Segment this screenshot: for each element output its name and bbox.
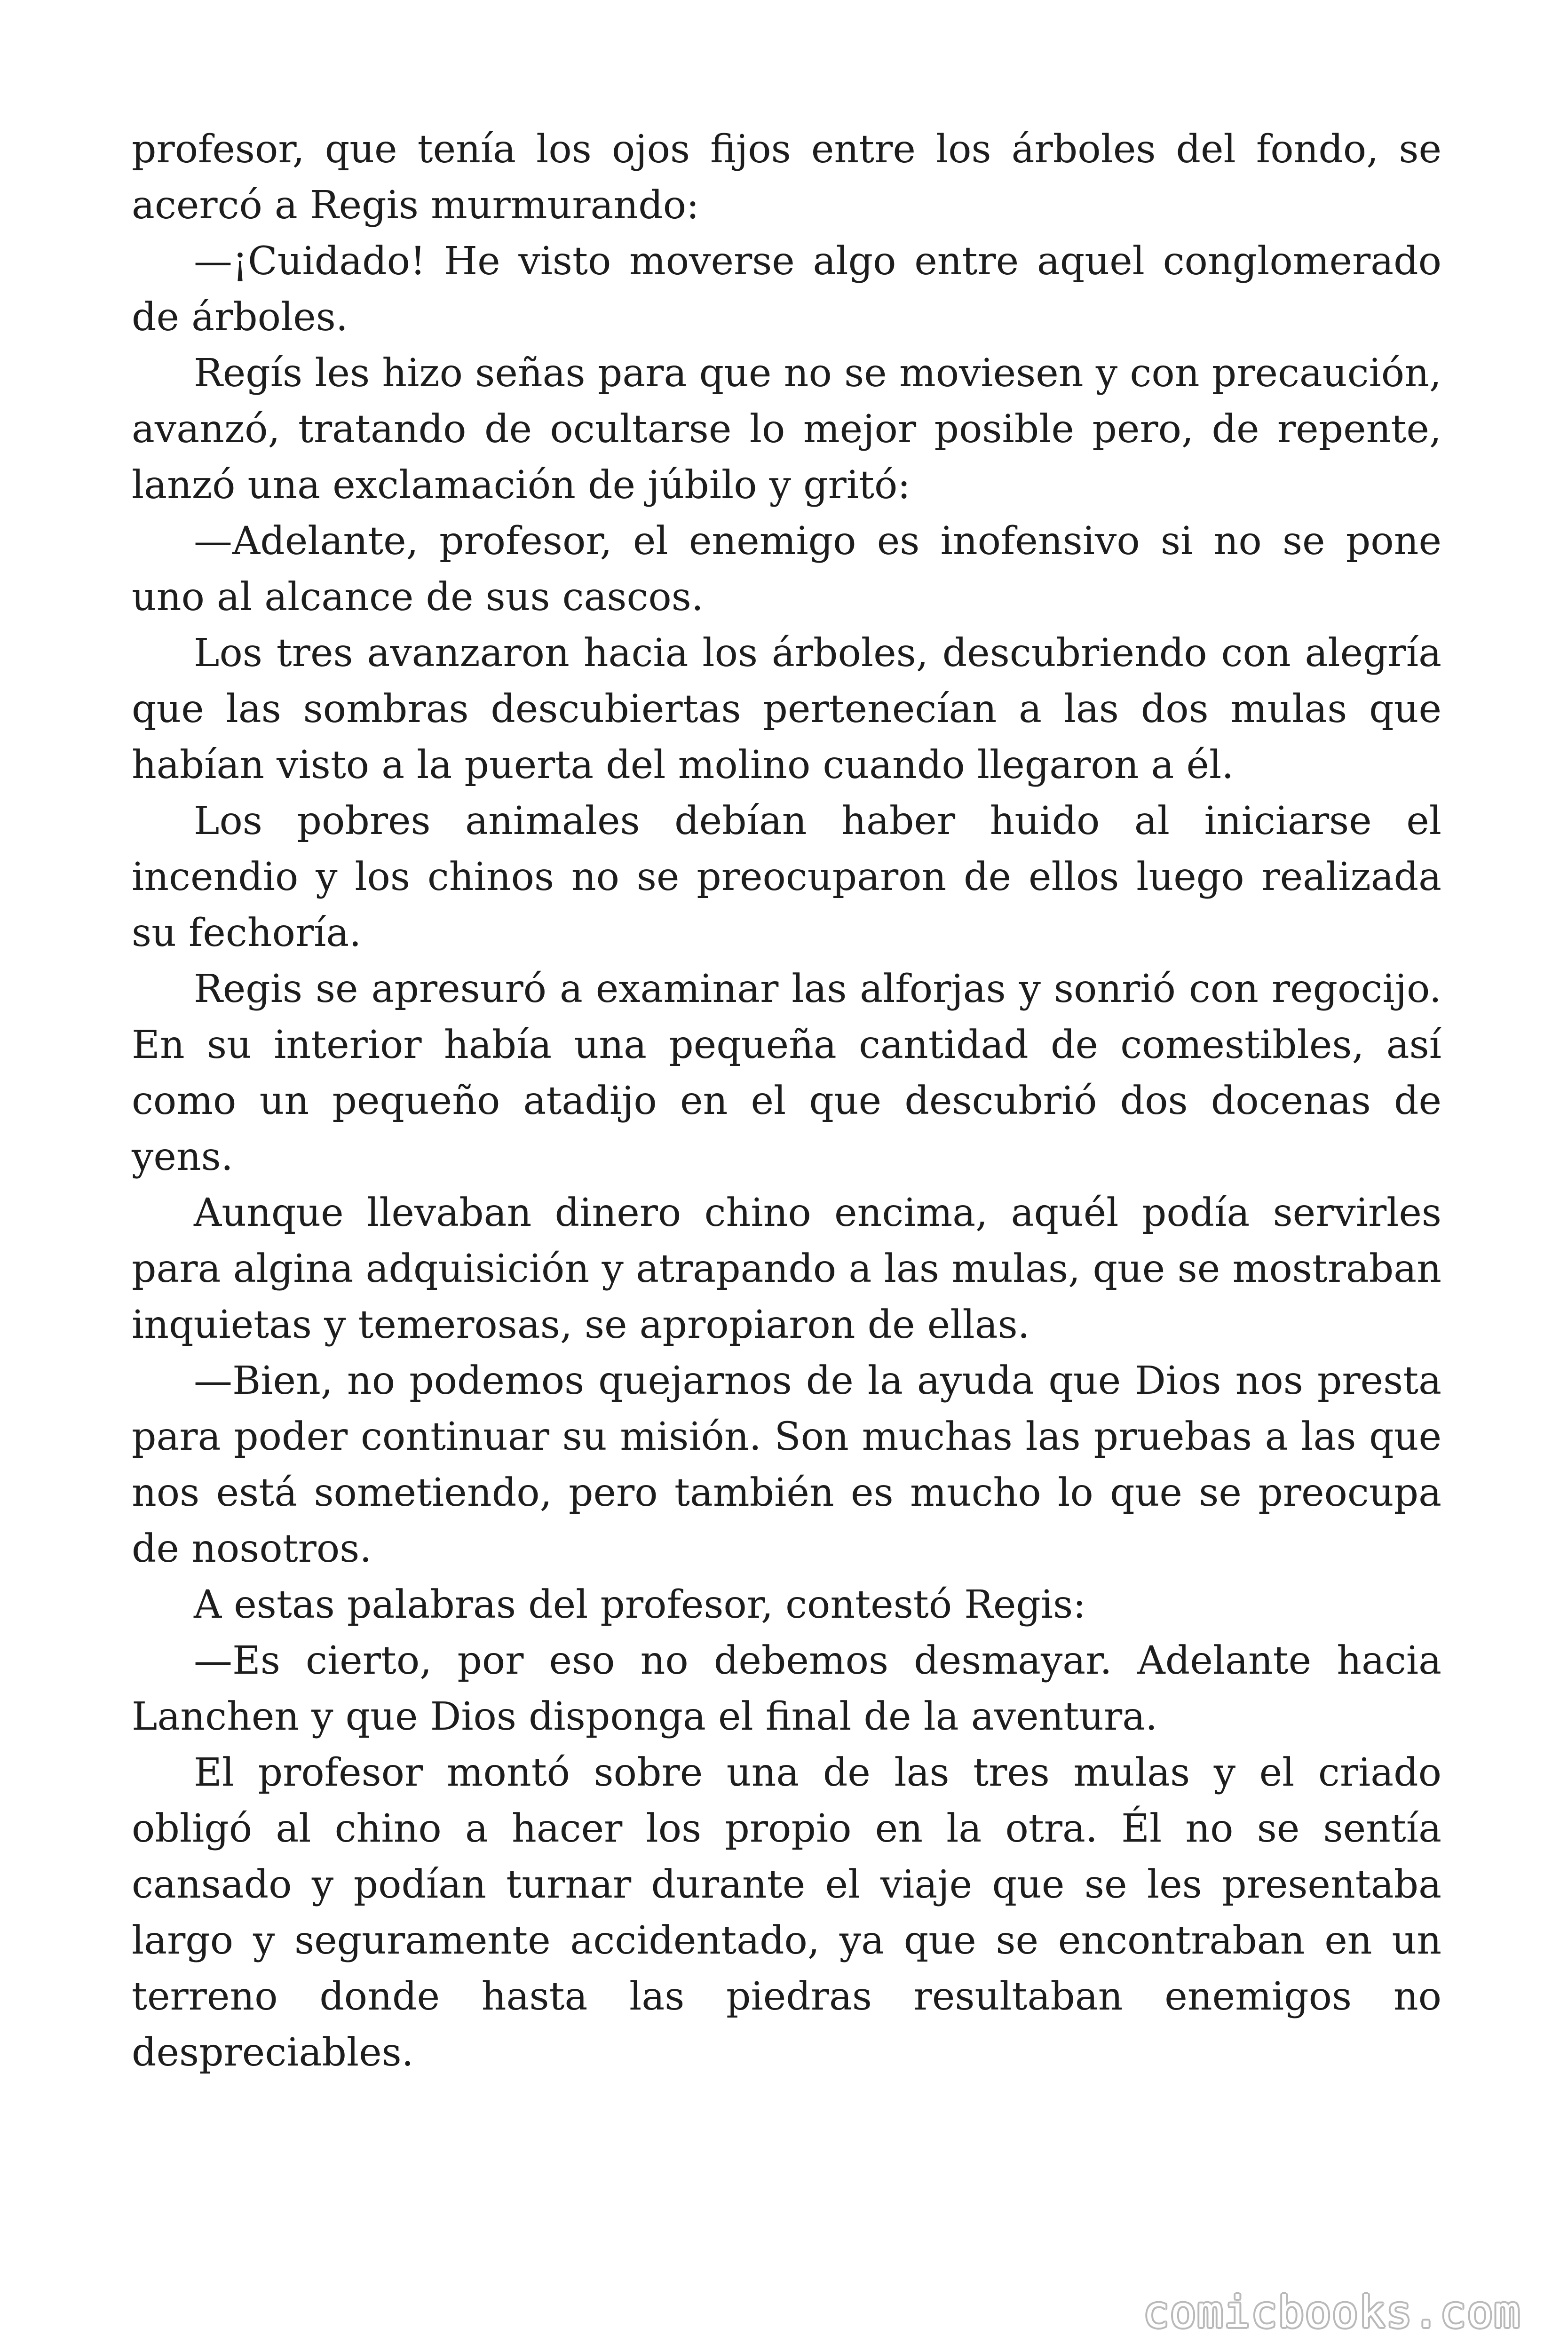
paragraph: A estas palabras del profesor, contestó Regis:: [194, 1582, 1086, 1627]
paragraph: Regis se apresuró a examinar las alforjas y sonrió con regocijo. En su interior había una pequeña cantidad de comestibles, así como un pequeño atadijo en el que descubrió dos docenas de yens.: [132, 967, 1441, 1179]
paragraph: —Bien, no podemos quejarnos de la ayuda que Dios nos presta para poder continuar su misión. Son muchas las pruebas a las que nos está sometiendo, pero también es mucho lo que se preocupa de nosotros.: [132, 1359, 1441, 1571]
paragraph-continuation: profesor, que tenía los ojos fijos entre los árboles del fondo, se acercó a Regis murmurando:: [132, 127, 1441, 228]
paragraph: —¡Cuidado! He visto moverse algo entre aquel conglomerado de árboles.: [132, 239, 1441, 340]
paragraph: —Es cierto, por eso no debemos desmayar. Adelante hacia Lanchen y que Dios disponga el final de la aventura.: [132, 1638, 1441, 1739]
paragraph: Los pobres animales debían haber huido al iniciarse el incendio y los chinos no se preocuparon de ellos luego realizada su fechoría.: [132, 799, 1441, 955]
page-text: [132, 121, 1441, 2081]
paragraph: El profesor montó sobre una de las tres mulas y el criado obligó al chino a hacer los propio en la otra. Él no se sentía cansado y podían turnar durante el viaje que se les presentaba largo y seguramente accidentado, ya que se encontraban en un terreno donde hasta las piedras resultaban enemigos no despreciables.: [132, 1750, 1441, 2075]
paragraph: Aunque llevaban dinero chino encima, aquél podía servirles para algina adquisición y atrapando a las mulas, que se mostraban inquietas y temerosas, se apropiaron de ellas.: [132, 1191, 1441, 1347]
paragraph: —Adelante, profesor, el enemigo es inofensivo si no se pone uno al alcance de sus cascos.: [132, 519, 1441, 620]
paragraph: Regís les hizo señas para que no se moviesen y con precaución, avanzó, tratando de ocultarse lo mejor posible pero, de repente, lanzó una exclamación de júbilo y gritó:: [132, 351, 1441, 508]
paragraph: Los tres avanzaron hacia los árboles, descubriendo con alegría que las sombras descubiertas pertenecían a las dos mulas que habían visto a la puerta del molino cuando llegaron a él.: [132, 631, 1441, 787]
watermark: comicbooks.com: [1143, 2287, 1521, 2337]
